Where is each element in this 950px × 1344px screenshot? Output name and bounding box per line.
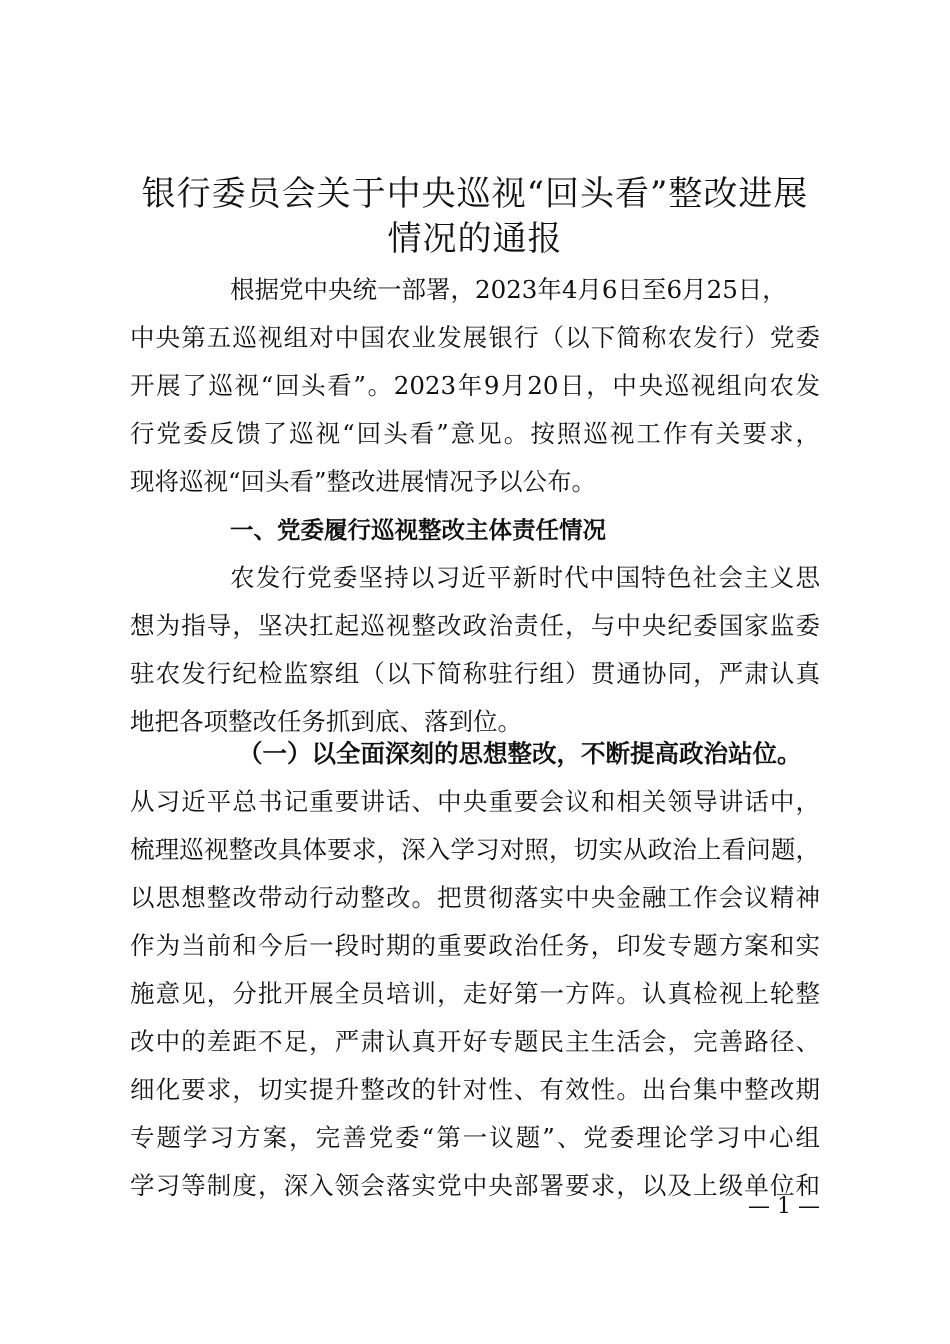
subsection-1-line-3: 以思想整改带动行动整改。把贯彻落实中央金融工作会议精神 — [130, 883, 820, 912]
section-1-line-3: 驻农发行纪检监察组（以下简称驻行组）贯通协同，严肃认真 — [130, 659, 820, 688]
subsection-1-line-2: 梳理巡视整改具体要求，深入学习对照，切实从政治上看问题， — [130, 835, 820, 864]
subsection-1-line-5: 施意见，分批开展全员培训，走好第一方阵。认真检视上轮整 — [130, 979, 820, 1008]
intro-line-3: 开展了巡视“回头看”。2023年9月20日，中央巡视组向农发 — [130, 371, 820, 400]
section-1-heading: 一、党委履行巡视整改主体责任情况 — [230, 516, 606, 544]
document-title-line-1: 银行委员会关于中央巡视“回头看”整改进展 — [141, 174, 809, 214]
document-title-line-2: 情况的通报 — [387, 219, 563, 259]
section-1-line-4: 地把各项整改任务抓到底、落到位。 — [130, 707, 522, 736]
subsection-1-line-7: 细化要求，切实提升整改的针对性、有效性。出台集中整改期 — [130, 1075, 820, 1104]
page-number: — 1 — — [748, 1194, 820, 1219]
subsection-1-line-8: 专题学习方案，完善党委“第一议题”、党委理论学习中心组 — [130, 1123, 820, 1152]
section-1-line-2: 想为指导，坚决扛起巡视整改政治责任，与中央纪委国家监委 — [130, 611, 820, 640]
intro-line-4: 行党委反馈了巡视“回头看”意见。按照巡视工作有关要求， — [130, 419, 820, 448]
subsection-1-line-9: 学习等制度，深入领会落实党中央部署要求，以及上级单位和 — [130, 1171, 820, 1200]
subsection-1-line-1: 从习近平总书记重要讲话、中央重要会议和相关领导讲话中， — [130, 787, 820, 816]
section-1-line-1: 农发行党委坚持以习近平新时代中国特色社会主义思 — [230, 563, 820, 592]
subsection-1-heading: （一）以全面深刻的思想整改，不断提高政治站位。 — [238, 739, 802, 768]
intro-line-2: 中央第五巡视组对中国农业发展银行（以下简称农发行）党委 — [130, 323, 820, 352]
subsection-1-line-6: 改中的差距不足，严肃认真开好专题民主生活会，完善路径、 — [130, 1027, 820, 1056]
subsection-1-line-4: 作为当前和今后一段时期的重要政治任务，印发专题方案和实 — [130, 931, 820, 960]
intro-line-5: 现将巡视“回头看”整改进展情况予以公布。 — [130, 467, 597, 496]
intro-line-1: 根据党中央统一部署，2023年4月6日至6月25日， — [230, 275, 787, 304]
